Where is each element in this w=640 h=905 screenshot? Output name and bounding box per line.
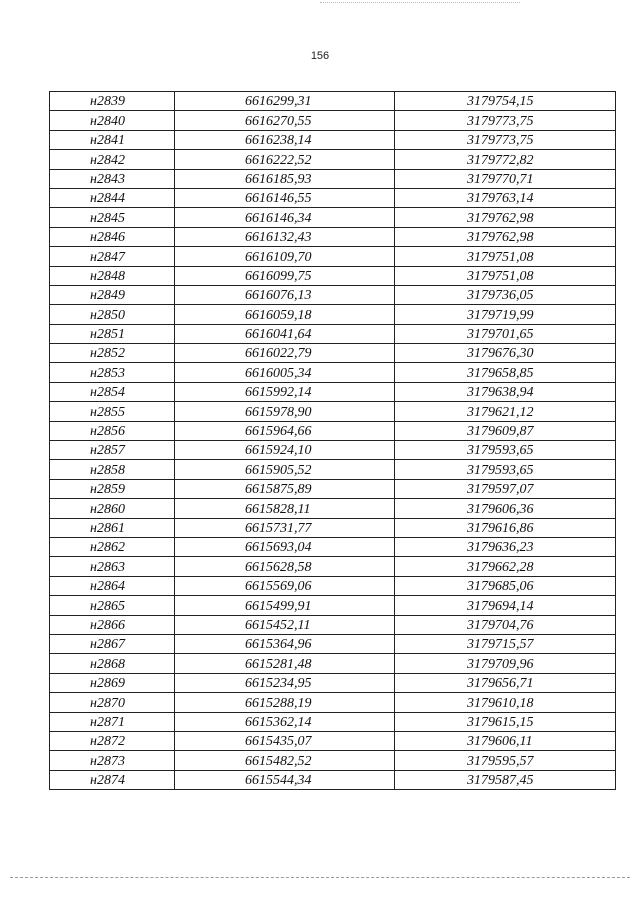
table-row — [50, 305, 616, 324]
table-row — [50, 460, 616, 479]
point-id-cell: н2860 — [50, 499, 175, 518]
y-coordinate-cell: 3179621,12 — [395, 402, 616, 421]
point-id-cell: н2855 — [50, 402, 175, 421]
scan-artifact-top — [320, 2, 520, 3]
x-coordinate-cell: 6615288,19 — [175, 693, 395, 712]
x-coordinate-cell: 6615693,04 — [175, 537, 395, 556]
y-coordinate-cell: 3179762,98 — [395, 208, 616, 227]
table-row — [50, 441, 616, 460]
y-coordinate-cell: 3179773,75 — [395, 130, 616, 149]
x-coordinate-cell: 6616099,75 — [175, 266, 395, 285]
y-coordinate-cell: 3179701,65 — [395, 324, 616, 343]
x-coordinate-cell: 6615544,34 — [175, 770, 395, 789]
x-coordinate-cell: 6616238,14 — [175, 130, 395, 149]
table-row — [50, 731, 616, 750]
table-row — [50, 596, 616, 615]
table-row — [50, 421, 616, 440]
y-coordinate-cell: 3179606,11 — [395, 731, 616, 750]
point-id-cell: н2867 — [50, 634, 175, 653]
x-coordinate-cell: 6616132,43 — [175, 227, 395, 246]
y-coordinate-cell: 3179715,57 — [395, 634, 616, 653]
y-coordinate-cell: 3179763,14 — [395, 188, 616, 207]
y-coordinate-cell: 3179587,45 — [395, 770, 616, 789]
table-row — [50, 130, 616, 149]
x-coordinate-cell: 6615905,52 — [175, 460, 395, 479]
point-id-cell: н2843 — [50, 169, 175, 188]
point-id-cell: н2846 — [50, 227, 175, 246]
y-coordinate-cell: 3179656,71 — [395, 673, 616, 692]
point-id-cell: н2853 — [50, 363, 175, 382]
y-coordinate-cell: 3179615,15 — [395, 712, 616, 731]
point-id-cell: н2866 — [50, 615, 175, 634]
table-row — [50, 247, 616, 266]
x-coordinate-cell: 6615731,77 — [175, 518, 395, 537]
table-row — [50, 479, 616, 498]
y-coordinate-cell: 3179770,71 — [395, 169, 616, 188]
y-coordinate-cell: 3179593,65 — [395, 441, 616, 460]
table-row — [50, 557, 616, 576]
table-row — [50, 615, 616, 634]
y-coordinate-cell: 3179610,18 — [395, 693, 616, 712]
y-coordinate-cell: 3179638,94 — [395, 382, 616, 401]
point-id-cell: н2862 — [50, 537, 175, 556]
table-row — [50, 770, 616, 789]
table-row — [50, 402, 616, 421]
point-id-cell: н2857 — [50, 441, 175, 460]
table-row — [50, 654, 616, 673]
point-id-cell: н2839 — [50, 92, 175, 111]
point-id-cell: н2871 — [50, 712, 175, 731]
x-coordinate-cell: 6615992,14 — [175, 382, 395, 401]
x-coordinate-cell: 6615978,90 — [175, 402, 395, 421]
x-coordinate-cell: 6616041,64 — [175, 324, 395, 343]
x-coordinate-cell: 6615362,14 — [175, 712, 395, 731]
y-coordinate-cell: 3179593,65 — [395, 460, 616, 479]
point-id-cell: н2874 — [50, 770, 175, 789]
y-coordinate-cell: 3179704,76 — [395, 615, 616, 634]
point-id-cell: н2865 — [50, 596, 175, 615]
table-row — [50, 499, 616, 518]
point-id-cell: н2854 — [50, 382, 175, 401]
x-coordinate-cell: 6616146,34 — [175, 208, 395, 227]
y-coordinate-cell: 3179754,15 — [395, 92, 616, 111]
x-coordinate-cell: 6616076,13 — [175, 285, 395, 304]
y-coordinate-cell: 3179736,05 — [395, 285, 616, 304]
point-id-cell: н2847 — [50, 247, 175, 266]
x-coordinate-cell: 6615875,89 — [175, 479, 395, 498]
x-coordinate-cell: 6615499,91 — [175, 596, 395, 615]
table-row — [50, 285, 616, 304]
table-row — [50, 344, 616, 363]
table-row — [50, 150, 616, 169]
table-row — [50, 382, 616, 401]
x-coordinate-cell: 6616146,55 — [175, 188, 395, 207]
point-id-cell: н2842 — [50, 150, 175, 169]
table-row — [50, 634, 616, 653]
x-coordinate-cell: 6615482,52 — [175, 751, 395, 770]
point-id-cell: н2850 — [50, 305, 175, 324]
x-coordinate-cell: 6615964,66 — [175, 421, 395, 440]
y-coordinate-cell: 3179606,36 — [395, 499, 616, 518]
table-row — [50, 363, 616, 382]
coordinates-table-body — [50, 92, 616, 790]
x-coordinate-cell: 6616270,55 — [175, 111, 395, 130]
y-coordinate-cell: 3179595,57 — [395, 751, 616, 770]
table-row — [50, 227, 616, 246]
y-coordinate-cell: 3179751,08 — [395, 247, 616, 266]
point-id-cell: н2856 — [50, 421, 175, 440]
y-coordinate-cell: 3179636,23 — [395, 537, 616, 556]
table-row — [50, 188, 616, 207]
y-coordinate-cell: 3179685,06 — [395, 576, 616, 595]
x-coordinate-cell: 6615628,58 — [175, 557, 395, 576]
x-coordinate-cell: 6616222,52 — [175, 150, 395, 169]
point-id-cell: н2870 — [50, 693, 175, 712]
point-id-cell: н2844 — [50, 188, 175, 207]
point-id-cell: н2851 — [50, 324, 175, 343]
x-coordinate-cell: 6616109,70 — [175, 247, 395, 266]
table-row — [50, 673, 616, 692]
x-coordinate-cell: 6616059,18 — [175, 305, 395, 324]
x-coordinate-cell: 6616299,31 — [175, 92, 395, 111]
x-coordinate-cell: 6615569,06 — [175, 576, 395, 595]
point-id-cell: н2864 — [50, 576, 175, 595]
point-id-cell: н2841 — [50, 130, 175, 149]
point-id-cell: н2858 — [50, 460, 175, 479]
table-row — [50, 537, 616, 556]
y-coordinate-cell: 3179719,99 — [395, 305, 616, 324]
x-coordinate-cell: 6615364,96 — [175, 634, 395, 653]
point-id-cell: н2873 — [50, 751, 175, 770]
table-row — [50, 266, 616, 285]
scan-artifact-bottom — [10, 877, 630, 878]
y-coordinate-cell: 3179751,08 — [395, 266, 616, 285]
point-id-cell: н2863 — [50, 557, 175, 576]
point-id-cell: н2861 — [50, 518, 175, 537]
point-id-cell: н2852 — [50, 344, 175, 363]
point-id-cell: н2872 — [50, 731, 175, 750]
point-id-cell: н2849 — [50, 285, 175, 304]
point-id-cell: н2869 — [50, 673, 175, 692]
page-number: 156 — [310, 50, 330, 62]
table-row — [50, 693, 616, 712]
point-id-cell: н2859 — [50, 479, 175, 498]
point-id-cell: н2868 — [50, 654, 175, 673]
y-coordinate-cell: 3179597,07 — [395, 479, 616, 498]
y-coordinate-cell: 3179694,14 — [395, 596, 616, 615]
table-row — [50, 169, 616, 188]
x-coordinate-cell: 6615234,95 — [175, 673, 395, 692]
x-coordinate-cell: 6616022,79 — [175, 344, 395, 363]
x-coordinate-cell: 6616005,34 — [175, 363, 395, 382]
table-row — [50, 324, 616, 343]
x-coordinate-cell: 6615924,10 — [175, 441, 395, 460]
coordinates-table — [49, 91, 616, 790]
table-row — [50, 751, 616, 770]
y-coordinate-cell: 3179773,75 — [395, 111, 616, 130]
x-coordinate-cell: 6615281,48 — [175, 654, 395, 673]
y-coordinate-cell: 3179762,98 — [395, 227, 616, 246]
y-coordinate-cell: 3179772,82 — [395, 150, 616, 169]
point-id-cell: н2848 — [50, 266, 175, 285]
table-row — [50, 576, 616, 595]
x-coordinate-cell: 6615828,11 — [175, 499, 395, 518]
table-row — [50, 712, 616, 731]
x-coordinate-cell: 6615452,11 — [175, 615, 395, 634]
y-coordinate-cell: 3179709,96 — [395, 654, 616, 673]
table-row — [50, 92, 616, 111]
y-coordinate-cell: 3179616,86 — [395, 518, 616, 537]
table-row — [50, 111, 616, 130]
point-id-cell: н2845 — [50, 208, 175, 227]
y-coordinate-cell: 3179676,30 — [395, 344, 616, 363]
y-coordinate-cell: 3179658,85 — [395, 363, 616, 382]
y-coordinate-cell: 3179609,87 — [395, 421, 616, 440]
point-id-cell: н2840 — [50, 111, 175, 130]
table-row — [50, 518, 616, 537]
y-coordinate-cell: 3179662,28 — [395, 557, 616, 576]
x-coordinate-cell: 6615435,07 — [175, 731, 395, 750]
x-coordinate-cell: 6616185,93 — [175, 169, 395, 188]
table-row — [50, 208, 616, 227]
